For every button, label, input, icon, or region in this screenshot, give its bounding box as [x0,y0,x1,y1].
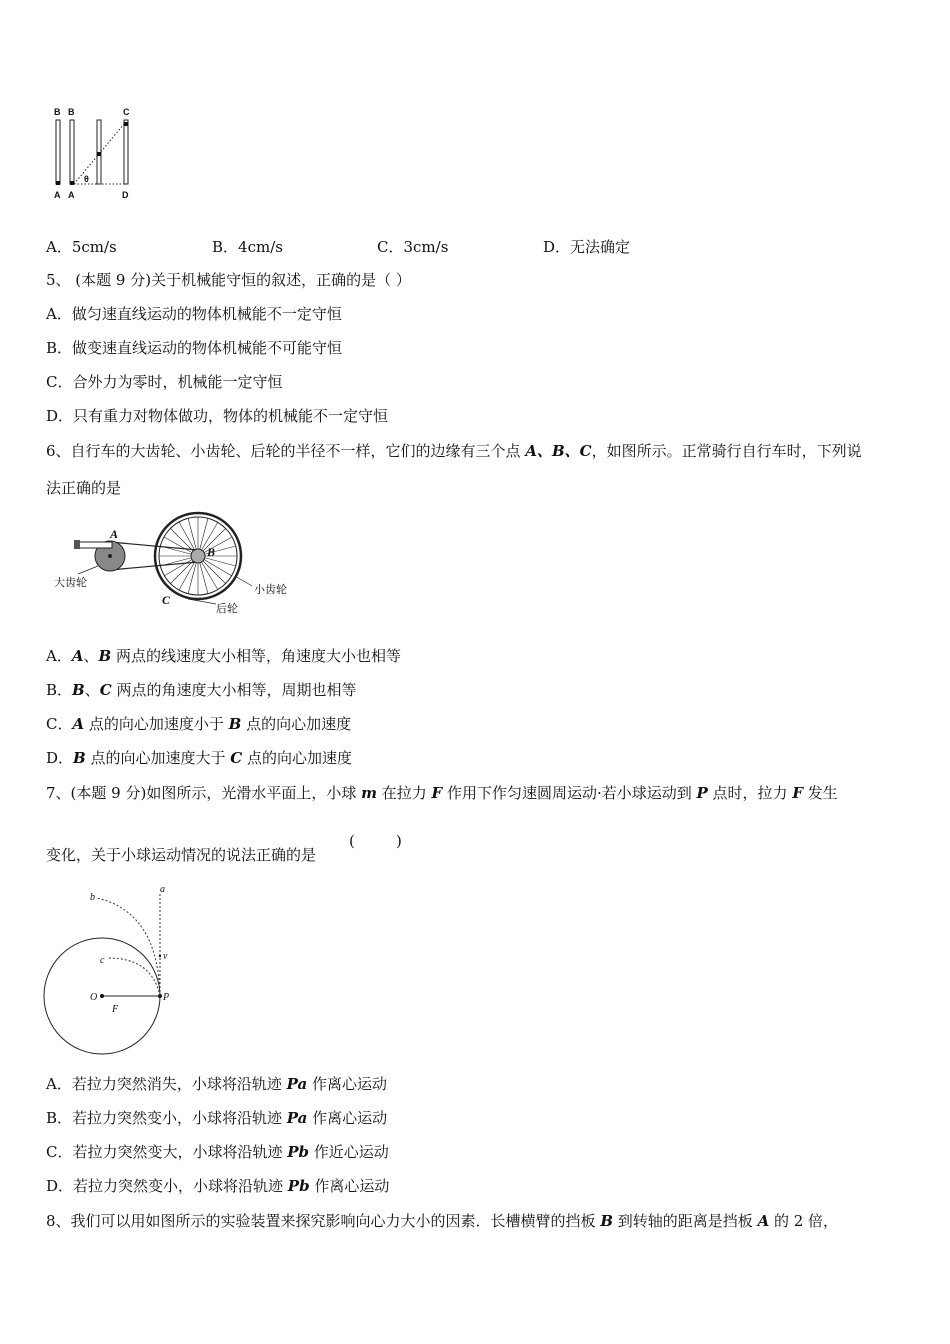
q8-stem-s3: 的 2 倍， [769,1212,839,1230]
q7-paren-open: ( [349,832,355,850]
q6-option-c-mid: 点的向心加速度小于 [84,715,229,733]
label-theta: θ [84,174,89,184]
q7-option-d-end: 作离心运动 [309,1177,390,1195]
q6-option-c-end: 点的向心加速度 [241,715,352,733]
q6-option-b-point1: B [72,681,85,699]
q7-option-b[interactable] [46,1108,387,1128]
q6-option-d-point1: B [73,749,86,767]
q6-option-a-prefix: A． [46,647,72,665]
block-c [124,122,128,126]
q5-stem: 5、 (本题 9 分)关于机械能守恒的叙述，正确的是（ ） [46,271,411,289]
q6-option-a-point2: B [98,647,112,665]
q6-option-a-text: 两点的线速度大小相等，角速度大小也相等 [111,647,401,665]
label-b1: B [54,107,61,117]
q7-circular-motion-figure [40,880,190,1066]
q7-stem-line2: 变化，关于小球运动情况的说法正确的是 [46,846,317,864]
q6-option-a-point1: A [71,647,84,665]
small-gear [191,549,205,563]
q5-option-a[interactable]: A．做匀速直线运动的物体机械能不一定守恒 [46,305,342,323]
q6-option-a-sep: 、 [83,647,99,665]
block-a [56,181,60,185]
label-o: O [90,992,98,1003]
label-c: c [100,955,105,966]
q7-option-d-prefix: D．若拉力突然变小，小球将沿轨迹 [46,1177,288,1195]
q7-option-a[interactable] [46,1074,387,1094]
q7-stem-m: m [361,784,377,802]
path-c [108,958,160,996]
q7-option-d[interactable] [46,1176,389,1196]
q6-option-b[interactable] [46,680,356,700]
tube-4 [124,120,128,184]
q7-option-a-path: Pa [286,1075,308,1093]
q7-stem-s3: 作用下作匀速圆周运动·若小球运动到 [442,784,697,802]
q4-option-b[interactable]: B．4cm/s [212,238,283,256]
q7-option-b-prefix: B．若拉力突然变小，小球将沿轨迹 [46,1109,287,1127]
q6-stem-points: A、B、C [525,442,592,460]
q7-option-d-path: Pb [287,1177,310,1195]
q6-option-b-sep: 、 [84,681,100,699]
q5-option-b[interactable]: B．做变速直线运动的物体机械能不可能守恒 [46,339,343,357]
q6-option-d[interactable] [46,748,352,768]
q4-option-c[interactable]: C．3cm/s [377,238,449,256]
q6-option-b-point2: C [99,681,112,699]
label-v: v [163,951,168,962]
q7-option-b-end: 作离心运动 [307,1109,388,1127]
center-point [100,994,104,998]
q6-option-a[interactable] [46,646,401,666]
q6-option-d-end: 点的向心加速度 [242,749,352,767]
q6-stem-line1 [46,441,862,461]
q8-stem-b: B [600,1212,614,1230]
gear-axle [108,554,112,558]
q7-option-c-prefix: C．若拉力突然变大，小球将沿轨迹 [46,1143,288,1161]
label-a2: A [68,190,75,200]
tick-v [159,955,161,957]
q4-option-a[interactable]: A．5cm/s [46,238,117,256]
q6-option-c-prefix: C． [46,715,73,733]
label-f: F [112,1004,119,1015]
label-point-b: B [207,545,216,559]
tube-2 [70,120,74,184]
q4-option-d[interactable]: D．无法确定 [543,238,631,256]
label-point-c: C [162,593,171,607]
q7-option-c-end: 作近心运动 [309,1143,389,1161]
q5-option-d[interactable]: D．只有重力对物体做功，物体的机械能不一定守恒 [46,407,389,425]
block-mid [97,152,101,156]
label-big-gear: 大齿轮 [54,576,87,589]
q7-option-a-end: 作离心运动 [307,1075,387,1093]
label-a: a [160,884,165,895]
q8-stem-line1 [46,1211,838,1231]
q6-stem-text-b: ，如图所示。正常骑行自行车时，下列说 [591,442,862,460]
label-point-a: A [110,527,119,541]
q6-option-d-prefix: D． [46,749,74,767]
tube-1 [56,120,60,184]
q6-option-c[interactable] [46,714,351,734]
q7-stem-p: P [696,784,708,802]
q6-option-d-point2: C [230,749,243,767]
q7-stem-f: F [431,784,443,802]
q7-option-c-path: Pb [287,1143,310,1161]
q4-figure [48,104,138,204]
q7-paren-close: ) [396,832,402,850]
label-rear-wheel: 后轮 [216,602,238,615]
q6-option-c-point1: A [72,715,85,733]
path-b [97,898,160,996]
q6-option-d-mid: 点的向心加速度大于 [85,749,231,767]
q7-stem-s1: 7、(本题 9 分)如图所示，光滑水平面上，小球 [46,784,362,802]
q6-bicycle-figure [48,510,308,620]
q7-option-c[interactable] [46,1142,389,1162]
q6-option-b-text: 两点的角速度大小相等，周期也相等 [111,681,357,699]
label-a1: A [54,190,61,200]
q7-option-a-prefix: A．若拉力突然消失，小球将沿轨迹 [46,1075,287,1093]
label-p: P [163,992,170,1003]
q6-stem-text-a: 6、自行车的大齿轮、小齿轮、后轮的半径不一样，它们的边缘有三个点 [46,442,526,460]
q7-stem-s5: 发生 [802,784,838,802]
q8-stem-s2: 到转轴的距离是挡板 [613,1212,758,1230]
q7-option-b-path: Pa [286,1109,308,1127]
q7-stem-s2: 在拉力 [376,784,432,802]
label-b2: B [68,107,75,117]
label-b: b [90,892,95,903]
label-small-gear: 小齿轮 [254,583,287,596]
q6-option-b-prefix: B． [46,681,73,699]
q6-stem-line2: 法正确的是 [46,479,122,497]
q8-stem-a: A [757,1212,770,1230]
q7-stem-s4: 点时，拉力 [707,784,793,802]
q4-options [46,236,906,256]
block-b [70,181,74,185]
q6-option-c-point2: B [228,715,242,733]
q8-stem-s1: 8、我们可以用如图所示的实验装置来探究影响向心力大小的因素．长槽横臂的挡板 [46,1212,601,1230]
q7-stem-f2: F [792,784,803,802]
q7-stem-line1 [46,783,838,803]
label-d: D [122,190,129,200]
q5-option-c[interactable]: C．合外力为零时，机械能一定守恒 [46,373,283,391]
label-c: C [123,107,130,117]
